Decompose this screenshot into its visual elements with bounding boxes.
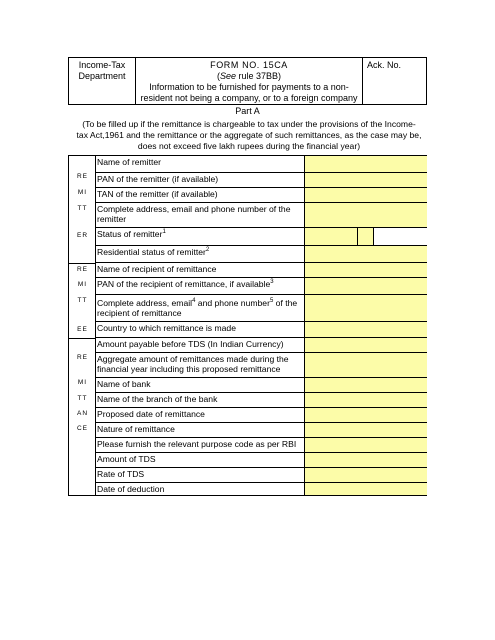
row-recipient-name bbox=[96, 263, 427, 278]
row-recipient-pan bbox=[96, 278, 427, 295]
side-label: TT bbox=[77, 297, 88, 304]
side-label: EE bbox=[77, 326, 88, 333]
status-cell-1[interactable] bbox=[305, 228, 358, 245]
row-amount-tds bbox=[96, 453, 427, 468]
side-label: TT bbox=[77, 395, 88, 402]
field-label: Name of the branch of the bank bbox=[96, 393, 305, 408]
side-label: ER bbox=[76, 232, 89, 239]
field-label: Name of bank bbox=[96, 378, 305, 393]
remitter-name-input[interactable] bbox=[305, 156, 427, 173]
row-date-of-deduction bbox=[96, 483, 427, 495]
rate-tds-input[interactable] bbox=[305, 468, 427, 483]
purpose-code-input[interactable] bbox=[305, 438, 427, 453]
amount-tds-input[interactable] bbox=[305, 453, 427, 468]
amount-before-tds-input[interactable] bbox=[305, 338, 427, 353]
department-cell bbox=[69, 58, 136, 104]
remittance-table bbox=[68, 155, 427, 496]
ack-no-label: Ack. No. bbox=[367, 60, 402, 70]
bank-name-input[interactable] bbox=[305, 378, 427, 393]
field-label: Amount payable before TDS (In Indian Currency) bbox=[96, 338, 305, 353]
recipient-pan-input[interactable] bbox=[305, 278, 427, 295]
row-aggregate-amount bbox=[96, 353, 427, 378]
side-label: MI bbox=[77, 189, 88, 196]
row-country bbox=[96, 322, 427, 338]
row-bank-name bbox=[96, 378, 427, 393]
remitter-status-input[interactable] bbox=[305, 228, 427, 246]
recipient-name-input[interactable] bbox=[305, 263, 427, 278]
row-amount-before-tds bbox=[96, 338, 427, 353]
row-rate-tds bbox=[96, 468, 427, 483]
side-label: CE bbox=[76, 425, 89, 432]
side-column bbox=[69, 156, 96, 495]
info-line-1: Information to be furnished for payments to a non- bbox=[149, 82, 349, 92]
side-label: MI bbox=[77, 379, 88, 386]
side-divider bbox=[69, 338, 96, 339]
row-nature bbox=[96, 423, 427, 438]
field-label: Name of recipient of remittance bbox=[96, 263, 305, 278]
remitter-tan-input[interactable] bbox=[305, 188, 427, 203]
form-number: FORM NO. 15CA bbox=[210, 60, 288, 70]
side-label: MI bbox=[77, 281, 88, 288]
form-header bbox=[68, 57, 427, 105]
field-label: Status of remitter$^1$ bbox=[96, 228, 305, 246]
status-cell-2[interactable] bbox=[358, 228, 374, 245]
proposed-date-input[interactable] bbox=[305, 408, 427, 423]
remitter-address-input[interactable] bbox=[305, 203, 427, 228]
field-label: Country to which remittance is made bbox=[96, 322, 305, 338]
form-title-cell bbox=[136, 58, 363, 104]
field-label: Residential status of remitter$^2$ bbox=[96, 246, 305, 263]
dept-line-1: Income-Tax bbox=[78, 60, 126, 70]
status-cell-3[interactable] bbox=[374, 228, 427, 245]
row-purpose-code bbox=[96, 438, 427, 453]
field-label: Rate of TDS bbox=[96, 468, 305, 483]
residential-status-input[interactable] bbox=[305, 246, 427, 263]
info-line-2: resident not being a company, or to a foreign company bbox=[140, 93, 358, 103]
field-label: Amount of TDS bbox=[96, 453, 305, 468]
field-label: Name of remitter bbox=[96, 156, 305, 173]
row-remitter-address bbox=[96, 203, 427, 228]
row-remitter-tan bbox=[96, 188, 427, 203]
aggregate-amount-input[interactable] bbox=[305, 353, 427, 378]
row-remitter-status bbox=[96, 228, 427, 246]
row-branch-name bbox=[96, 393, 427, 408]
field-label: PAN of the remitter (if available) bbox=[96, 173, 305, 188]
row-remitter-pan bbox=[96, 173, 427, 188]
country-input[interactable] bbox=[305, 322, 427, 338]
branch-name-input[interactable] bbox=[305, 393, 427, 408]
field-label: Please furnish the relevant purpose code as per RBI bbox=[96, 438, 305, 453]
part-title: Part A bbox=[235, 106, 260, 116]
side-label: RE bbox=[76, 266, 89, 273]
nature-input[interactable] bbox=[305, 423, 427, 438]
field-label: Complete address, email and phone number of the remitter bbox=[96, 203, 305, 228]
side-label: TT bbox=[77, 205, 88, 212]
side-label: RE bbox=[76, 173, 89, 180]
remitter-pan-input[interactable] bbox=[305, 173, 427, 188]
recipient-address-input[interactable] bbox=[305, 295, 427, 322]
field-label: Aggregate amount of remittances made during the financial year including this proposed remittance bbox=[96, 353, 305, 378]
date-of-deduction-input[interactable] bbox=[305, 483, 427, 495]
field-label: Nature of remittance bbox=[96, 423, 305, 438]
field-label: Complete address, email$^4$ and phone number$^5$ of the recipient of remittance bbox=[96, 295, 305, 322]
field-label: Date of deduction bbox=[96, 483, 305, 495]
side-divider bbox=[69, 263, 96, 264]
row-name-of-remitter bbox=[96, 156, 427, 173]
instruction-note: (To be filled up if the remittance is chargeable to tax under the provisions of the Income- tax Act,1961 and the remittance or the aggregate of such remittances, as the case may be, does not exceed five lakh rupees during the financial year) bbox=[76, 119, 422, 151]
field-label: TAN of the remitter (if available) bbox=[96, 188, 305, 203]
row-remitter-residential-status bbox=[96, 246, 427, 263]
side-label: RE bbox=[76, 354, 89, 361]
row-recipient-address bbox=[96, 295, 427, 322]
field-label: PAN of the recipient of remittance, if available$^3$ bbox=[96, 278, 305, 295]
row-proposed-date bbox=[96, 408, 427, 423]
side-label: AN bbox=[76, 410, 89, 417]
dept-line-2: Department bbox=[78, 71, 126, 81]
field-label: Proposed date of remittance bbox=[96, 408, 305, 423]
ack-no-cell[interactable] bbox=[363, 58, 426, 104]
rule-reference: (See rule 37BB) bbox=[216, 71, 282, 81]
